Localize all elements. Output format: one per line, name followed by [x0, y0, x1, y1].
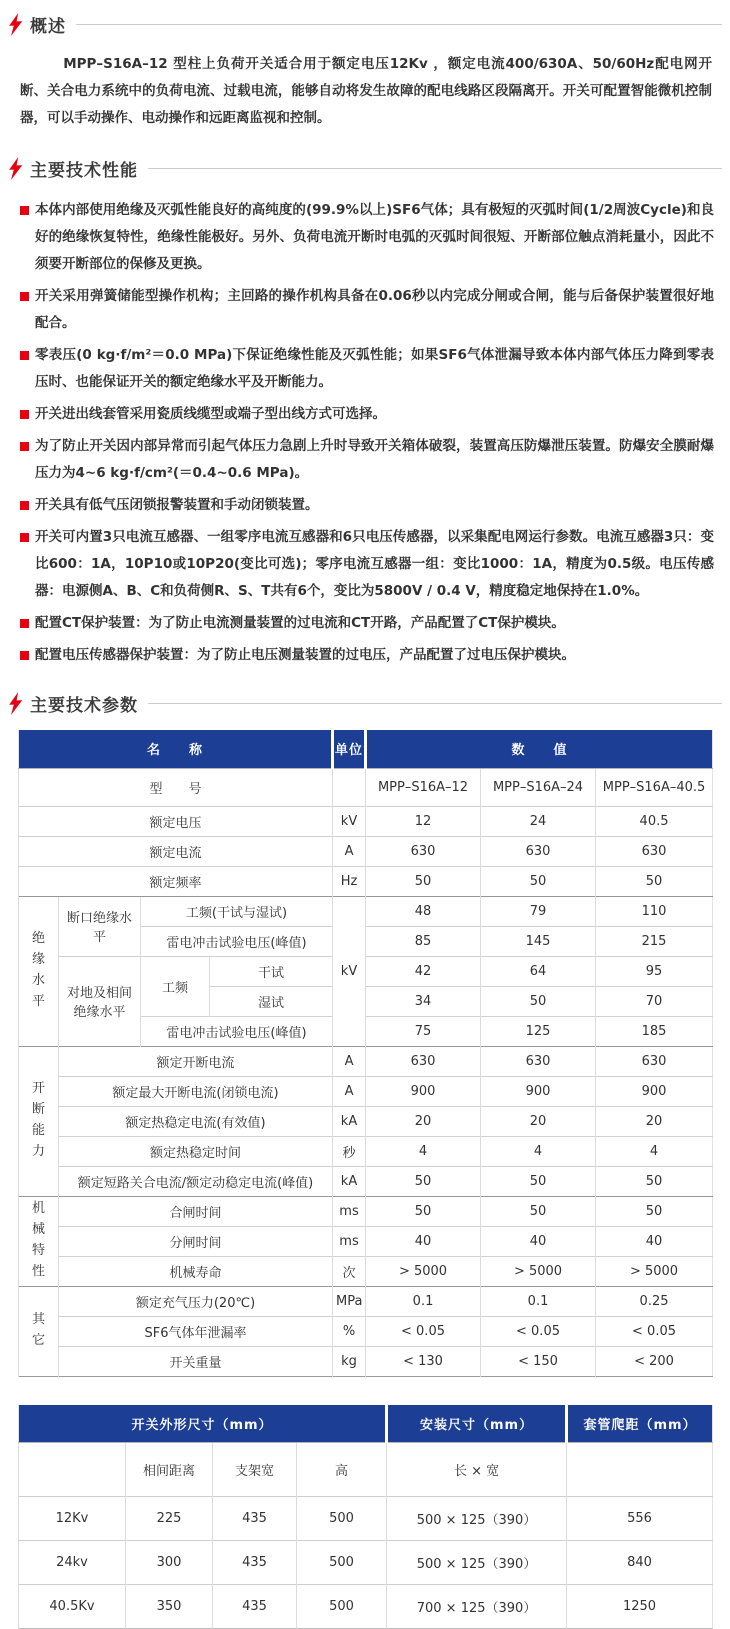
value-cell: 900	[481, 1076, 596, 1106]
heading-rule	[76, 24, 722, 25]
section-title-overview: 概述	[30, 12, 66, 37]
table-header-row	[19, 1405, 713, 1443]
param-name-cell: 合闸时间	[59, 1196, 333, 1226]
value-cell: 125	[481, 1016, 596, 1046]
value-cell: 630	[481, 1046, 596, 1076]
performance-bullet: 开关进出线套管采用瓷质线缆型或端子型出线方式可选择。	[20, 401, 714, 428]
value-cell: 50	[481, 866, 596, 896]
performance-bullet: 开关具有低气压闭锁报警装置和手动闭锁装置。	[20, 492, 714, 519]
value-cell: 34	[366, 986, 481, 1016]
value-cell: 50	[481, 986, 596, 1016]
table-row	[19, 1286, 713, 1316]
header-outline-dims: 开关外形尺寸（mm）	[19, 1405, 387, 1443]
unit-cell: %	[333, 1316, 366, 1346]
table-row	[19, 1106, 713, 1136]
unit-cell: kA	[333, 1106, 366, 1136]
table-row	[19, 1541, 713, 1585]
value-cell: 40	[481, 1226, 596, 1256]
heading-rule	[148, 168, 722, 169]
value-cell: 215	[596, 926, 713, 956]
table-row	[19, 956, 713, 986]
value-cell: 50	[366, 1196, 481, 1226]
value-cell: 0.1	[366, 1286, 481, 1316]
value-cell: 225	[126, 1497, 213, 1541]
param-name-cell: 额定充气压力(20℃)	[59, 1286, 333, 1316]
value-cell: 500	[297, 1541, 387, 1585]
value-cell: < 0.05	[481, 1316, 596, 1346]
group-label-mechanical: 机械特性	[19, 1196, 59, 1286]
header-name: 名 称	[19, 730, 333, 768]
value-cell: 4	[596, 1136, 713, 1166]
value-cell: 50	[596, 866, 713, 896]
param-name-cell: 额定频率	[19, 866, 333, 896]
table-row	[19, 836, 713, 866]
value-cell: 500	[297, 1497, 387, 1541]
performance-bullet: 为了防止开关因内部异常而引起气体压力急剧上升时导致开关箱体破裂，装置高压防爆泄压装置。防爆安全膜耐爆压力为4~6 kg·f/cm²(＝0.4~0.6 MPa)。	[20, 433, 714, 487]
unit-cell: Hz	[333, 866, 366, 896]
value-cell: 556	[567, 1497, 713, 1541]
subheader-cell: 支架宽	[213, 1443, 297, 1497]
value-cell: MPP–S16A–40.5	[596, 768, 713, 806]
table-header-row	[19, 730, 713, 768]
sub-label: 工频	[141, 956, 210, 1016]
table-row	[19, 1346, 713, 1376]
value-cell: < 0.05	[596, 1316, 713, 1346]
value-cell: MPP–S16A–24	[481, 768, 596, 806]
value-cell: 20	[481, 1106, 596, 1136]
group-label-breaking: 开断能力	[19, 1046, 59, 1196]
group-label-other: 其它	[19, 1286, 59, 1376]
value-cell: 840	[567, 1541, 713, 1585]
section-title-performance: 主要技术性能	[30, 156, 138, 181]
header-mounting-dims: 安装尺寸（mm）	[387, 1405, 567, 1443]
table-row	[19, 1196, 713, 1226]
value-cell: > 5000	[481, 1256, 596, 1286]
performance-bullet: 开关可内置3只电流互感器、一组零序电流互感器和6只电压传感器，以采集配电网运行参数。电流互感器3只：变比600：1A，10P10或10P20(变比可选)；零序电流互感器一组：变比1000：1A，精度为0.5级。电压传感器：电源侧A、B、C和负荷侧R、S、T共有6个，变比为5800V / 0.4 V，精度稳定地保持在1.0%。	[20, 524, 714, 605]
value-cell: 50	[596, 1166, 713, 1196]
performance-bullet: 配置CT保护装置：为了防止电流测量装置的过电流和CT开路，产品配置了CT保护模块。	[20, 610, 714, 637]
value-cell: 75	[366, 1016, 481, 1046]
value-cell: 42	[366, 956, 481, 986]
value-cell: 50	[596, 1196, 713, 1226]
value-cell: 40	[596, 1226, 713, 1256]
unit-cell: A	[333, 836, 366, 866]
value-cell: 435	[213, 1585, 297, 1629]
value-cell: 630	[596, 836, 713, 866]
param-name-cell: 额定短路关合电流/额定动稳定电流(峰值)	[59, 1166, 333, 1196]
param-name-cell: 额定开断电流	[59, 1046, 333, 1076]
section-overview-heading	[0, 12, 730, 37]
unit-cell: kg	[333, 1346, 366, 1376]
value-cell: 50	[481, 1196, 596, 1226]
param-name-cell: 额定最大开断电流(闭锁电流)	[59, 1076, 333, 1106]
value-cell: 630	[366, 836, 481, 866]
value-cell: 50	[366, 1166, 481, 1196]
table-row	[19, 806, 713, 836]
value-cell: 700 × 125（390）	[387, 1585, 567, 1629]
voltage-class-cell: 40.5Kv	[19, 1585, 126, 1629]
table-row	[19, 1585, 713, 1629]
param-name-cell: 型 号	[19, 768, 333, 806]
value-cell: 24	[481, 806, 596, 836]
header-creepage: 套管爬距（mm）	[567, 1405, 713, 1443]
voltage-class-cell: 12Kv	[19, 1497, 126, 1541]
value-cell: 95	[596, 956, 713, 986]
param-name-cell: SF6气体年泄漏率	[59, 1316, 333, 1346]
table-row	[19, 1256, 713, 1286]
param-name-cell: 分闸时间	[59, 1226, 333, 1256]
performance-bullet: 本体内部使用绝缘及灭弧性能良好的高纯度的(99.9%以上)SF6气体；具有极短的灭弧时间(1/2周波Cycle)和良好的绝缘恢复特性，绝缘性能极好。另外、负荷电流开断时电弧的灭弧时间很短、开断部位触点消耗量小，因此不须要开断部位的保修及更换。	[20, 197, 714, 278]
lightning-bolt-icon	[8, 692, 23, 715]
header-unit: 单位	[333, 730, 366, 768]
value-cell: 48	[366, 896, 481, 926]
dimensions-table	[18, 1405, 713, 1629]
value-cell: 185	[596, 1016, 713, 1046]
voltage-class-cell: 24kv	[19, 1541, 126, 1585]
unit-cell: kA	[333, 1166, 366, 1196]
value-cell: 350	[126, 1585, 213, 1629]
value-cell: 20	[596, 1106, 713, 1136]
table-row	[19, 866, 713, 896]
section-parameters-heading	[0, 691, 730, 716]
param-name-cell: 干试	[210, 956, 333, 986]
unit-cell: kV	[333, 806, 366, 836]
table-row	[19, 768, 713, 806]
section-title-parameters: 主要技术参数	[30, 691, 138, 716]
value-cell: 12	[366, 806, 481, 836]
subheader-cell	[567, 1443, 713, 1497]
param-name-cell: 雷电冲击试验电压(峰值)	[141, 1016, 333, 1046]
value-cell: < 130	[366, 1346, 481, 1376]
unit-cell: ms	[333, 1226, 366, 1256]
value-cell: 500	[297, 1585, 387, 1629]
lightning-bolt-icon	[8, 157, 23, 180]
value-cell: 79	[481, 896, 596, 926]
unit-cell: A	[333, 1046, 366, 1076]
unit-cell	[333, 768, 366, 806]
value-cell: < 0.05	[366, 1316, 481, 1346]
subheader-cell: 高	[297, 1443, 387, 1497]
value-cell: 70	[596, 986, 713, 1016]
subheader-cell: 长 × 宽	[387, 1443, 567, 1497]
subgroup-label: 对地及相间绝缘水平	[59, 956, 141, 1046]
param-name-cell: 开关重量	[59, 1346, 333, 1376]
param-name-cell: 额定热稳定电流(有效值)	[59, 1106, 333, 1136]
performance-bullet: 零表压(0 kg·f/m²＝0.0 MPa)下保证绝缘性能及灭弧性能；如果SF6气体泄漏导致本体内部气体压力降到零表压时、也能保证开关的额定绝缘水平及开断能力。	[20, 342, 714, 396]
value-cell: 20	[366, 1106, 481, 1136]
param-name-cell: 湿试	[210, 986, 333, 1016]
value-cell: 435	[213, 1497, 297, 1541]
value-cell: 300	[126, 1541, 213, 1585]
performance-bullet: 配置电压传感器保护装置：为了防止电压测量装置的过电压，产品配置了过电压保护模块。	[20, 642, 714, 669]
value-cell: 110	[596, 896, 713, 926]
value-cell: 50	[481, 1166, 596, 1196]
param-name-cell: 额定电压	[19, 806, 333, 836]
value-cell: 630	[366, 1046, 481, 1076]
table-row	[19, 1166, 713, 1196]
value-cell: 4	[366, 1136, 481, 1166]
table-row	[19, 1497, 713, 1541]
value-cell: 435	[213, 1541, 297, 1585]
value-cell: 40	[366, 1226, 481, 1256]
parameters-table	[18, 730, 713, 1377]
unit-cell: ms	[333, 1196, 366, 1226]
value-cell: < 200	[596, 1346, 713, 1376]
table-row	[19, 1316, 713, 1346]
table-row	[19, 1226, 713, 1256]
section-performance-heading	[0, 156, 730, 181]
table-row	[19, 1046, 713, 1076]
unit-cell: A	[333, 1076, 366, 1106]
unit-cell: 秒	[333, 1136, 366, 1166]
param-name-cell: 雷电冲击试验电压(峰值)	[141, 926, 333, 956]
table-row	[19, 1076, 713, 1106]
value-cell: 1250	[567, 1585, 713, 1629]
value-cell: 145	[481, 926, 596, 956]
value-cell: 40.5	[596, 806, 713, 836]
subgroup-label: 断口绝缘水平	[59, 896, 141, 956]
heading-rule	[148, 703, 722, 704]
table-subheader-row	[19, 1443, 713, 1497]
value-cell: > 5000	[596, 1256, 713, 1286]
value-cell: 500 × 125（390）	[387, 1497, 567, 1541]
unit-cell: 次	[333, 1256, 366, 1286]
value-cell: < 150	[481, 1346, 596, 1376]
unit-cell: MPa	[333, 1286, 366, 1316]
value-cell: 85	[366, 926, 481, 956]
value-cell: 0.25	[596, 1286, 713, 1316]
value-cell: > 5000	[366, 1256, 481, 1286]
value-cell: MPP–S16A–12	[366, 768, 481, 806]
table-row	[19, 1136, 713, 1166]
lightning-bolt-icon	[8, 13, 23, 36]
performance-bullet-list	[20, 197, 714, 669]
param-name-cell: 额定热稳定时间	[59, 1136, 333, 1166]
param-name-cell: 额定电流	[19, 836, 333, 866]
value-cell: 50	[366, 866, 481, 896]
table-row	[19, 896, 713, 926]
value-cell: 0.1	[481, 1286, 596, 1316]
overview-paragraph: MPP–S16A–12 型柱上负荷开关适合用于额定电压12Kv ，额定电流400/630A、50/60Hz配电网开断、关合电力系统中的负荷电流、过载电流，能够自动将发生故障的配电线路区段隔离开。开关可配置智能微机控制器，可以手动操作、电动操作和远距离监视和控制。	[20, 51, 712, 132]
subheader-cell: 相间距离	[126, 1443, 213, 1497]
value-cell: 900	[596, 1076, 713, 1106]
value-cell: 4	[481, 1136, 596, 1166]
unit-cell: kV	[333, 896, 366, 1046]
value-cell: 630	[596, 1046, 713, 1076]
header-value: 数 值	[366, 730, 713, 768]
value-cell: 630	[481, 836, 596, 866]
performance-bullet: 开关采用弹簧储能型操作机构；主回路的操作机构具备在0.06秒以内完成分闸或合闸，能与后备保护装置很好地配合。	[20, 283, 714, 337]
value-cell: 64	[481, 956, 596, 986]
param-name-cell: 工频(干试与湿试)	[141, 896, 333, 926]
value-cell: 900	[366, 1076, 481, 1106]
group-label-insulation: 绝缘水平	[19, 896, 59, 1046]
value-cell: 500 × 125（390）	[387, 1541, 567, 1585]
param-name-cell: 机械寿命	[59, 1256, 333, 1286]
subheader-cell	[19, 1443, 126, 1497]
